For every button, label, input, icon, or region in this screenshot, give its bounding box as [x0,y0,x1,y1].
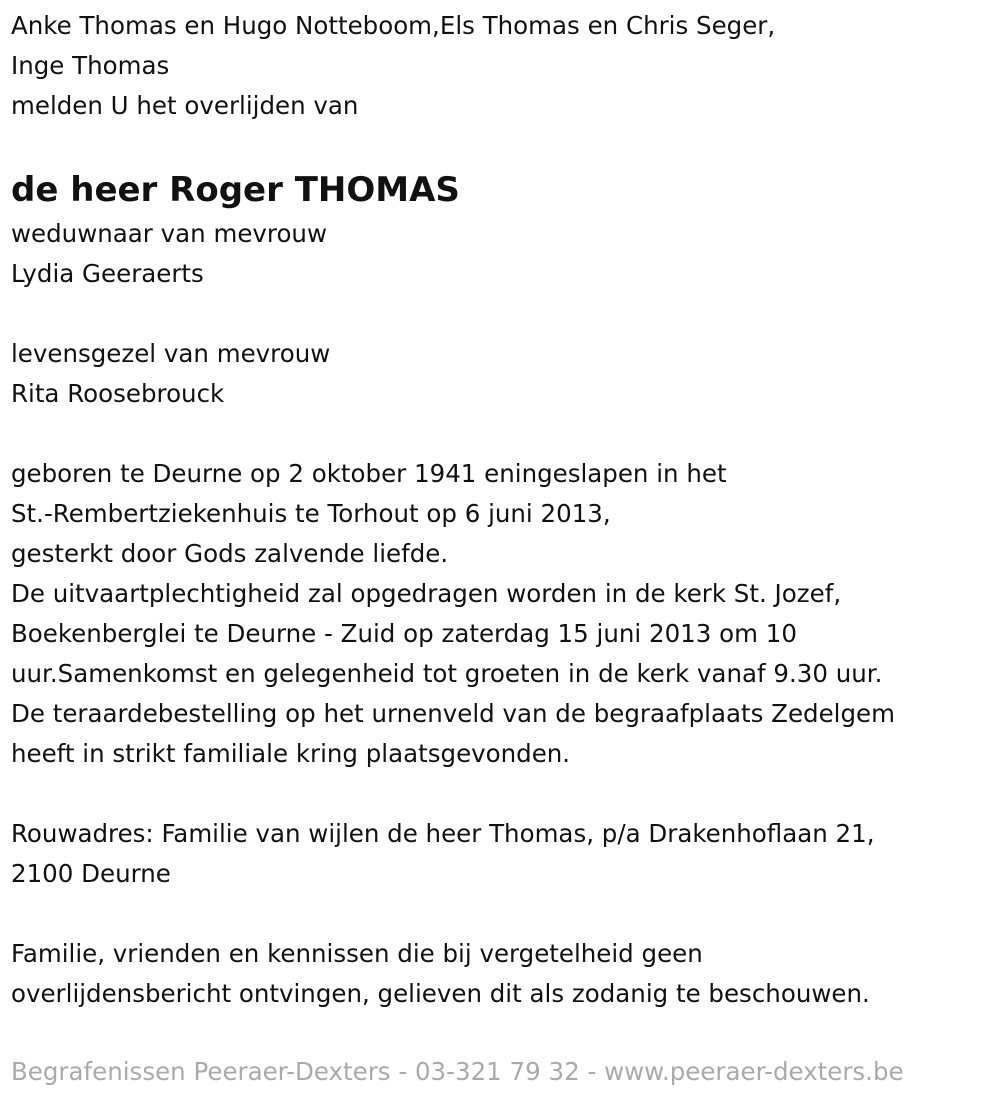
funeral-home-footer: Begrafenissen Peeraer-Dexters - 03-321 79 32 - www.peeraer-dexters.be [11,1057,904,1086]
death-notice [11,6,986,1014]
spacer [11,414,986,454]
spacer [11,126,986,166]
details-line: Boekenberglei te Deurne - Zuid op zaterdag 15 juni 2013 om 10 [11,619,797,648]
address-line: 2100 Deurne [11,859,171,888]
details-line: gesterkt door Gods zalvende liefde. [11,539,449,568]
spacer [11,894,986,934]
announcers-line: Inge Thomas [11,51,170,80]
widower-line: weduwnaar van mevrouw [11,219,327,248]
details-block [11,454,986,774]
closing-line: Familie, vrienden en kennissen die bij vergetelheid geen [11,939,703,968]
closing-line: overlijdensbericht ontvingen, gelieven dit als zodanig te beschouwen. [11,979,870,1008]
details-line: uur.Samenkomst en gelegenheid tot groeten in de kerk vanaf 9.30 uur. [11,659,883,688]
details-line: geboren te Deurne op 2 oktober 1941 eningeslapen in het [11,459,727,488]
details-line: St.-Rembertziekenhuis te Torhout op 6 juni 2013, [11,499,611,528]
details-line: heeft in strikt familiale kring plaatsgevonden. [11,739,571,768]
spacer [11,294,986,334]
details-line: De uitvaartplechtigheid zal opgedragen worden in de kerk St. Jozef, [11,579,842,608]
partner-name: Rita Roosebrouck [11,379,225,408]
announcement-line: melden U het overlijden van [11,91,359,120]
announcers-block [11,6,986,126]
spouse-name: Lydia Geeraerts [11,259,204,288]
partner-line: levensgezel van mevrouw [11,339,331,368]
spacer [11,774,986,814]
announcers-line: Anke Thomas en Hugo Notteboom,Els Thomas en Chris Seger, [11,11,776,40]
deceased-name: de heer Roger THOMAS [11,170,460,210]
relations-block [11,214,986,414]
address-block [11,814,986,894]
details-line: De teraardebestelling op het urnenveld van de begraafplaats Zedelgem [11,699,895,728]
address-line: Rouwadres: Familie van wijlen de heer Thomas, p/a Drakenhoflaan 21, [11,819,875,848]
closing-block [11,934,986,1014]
